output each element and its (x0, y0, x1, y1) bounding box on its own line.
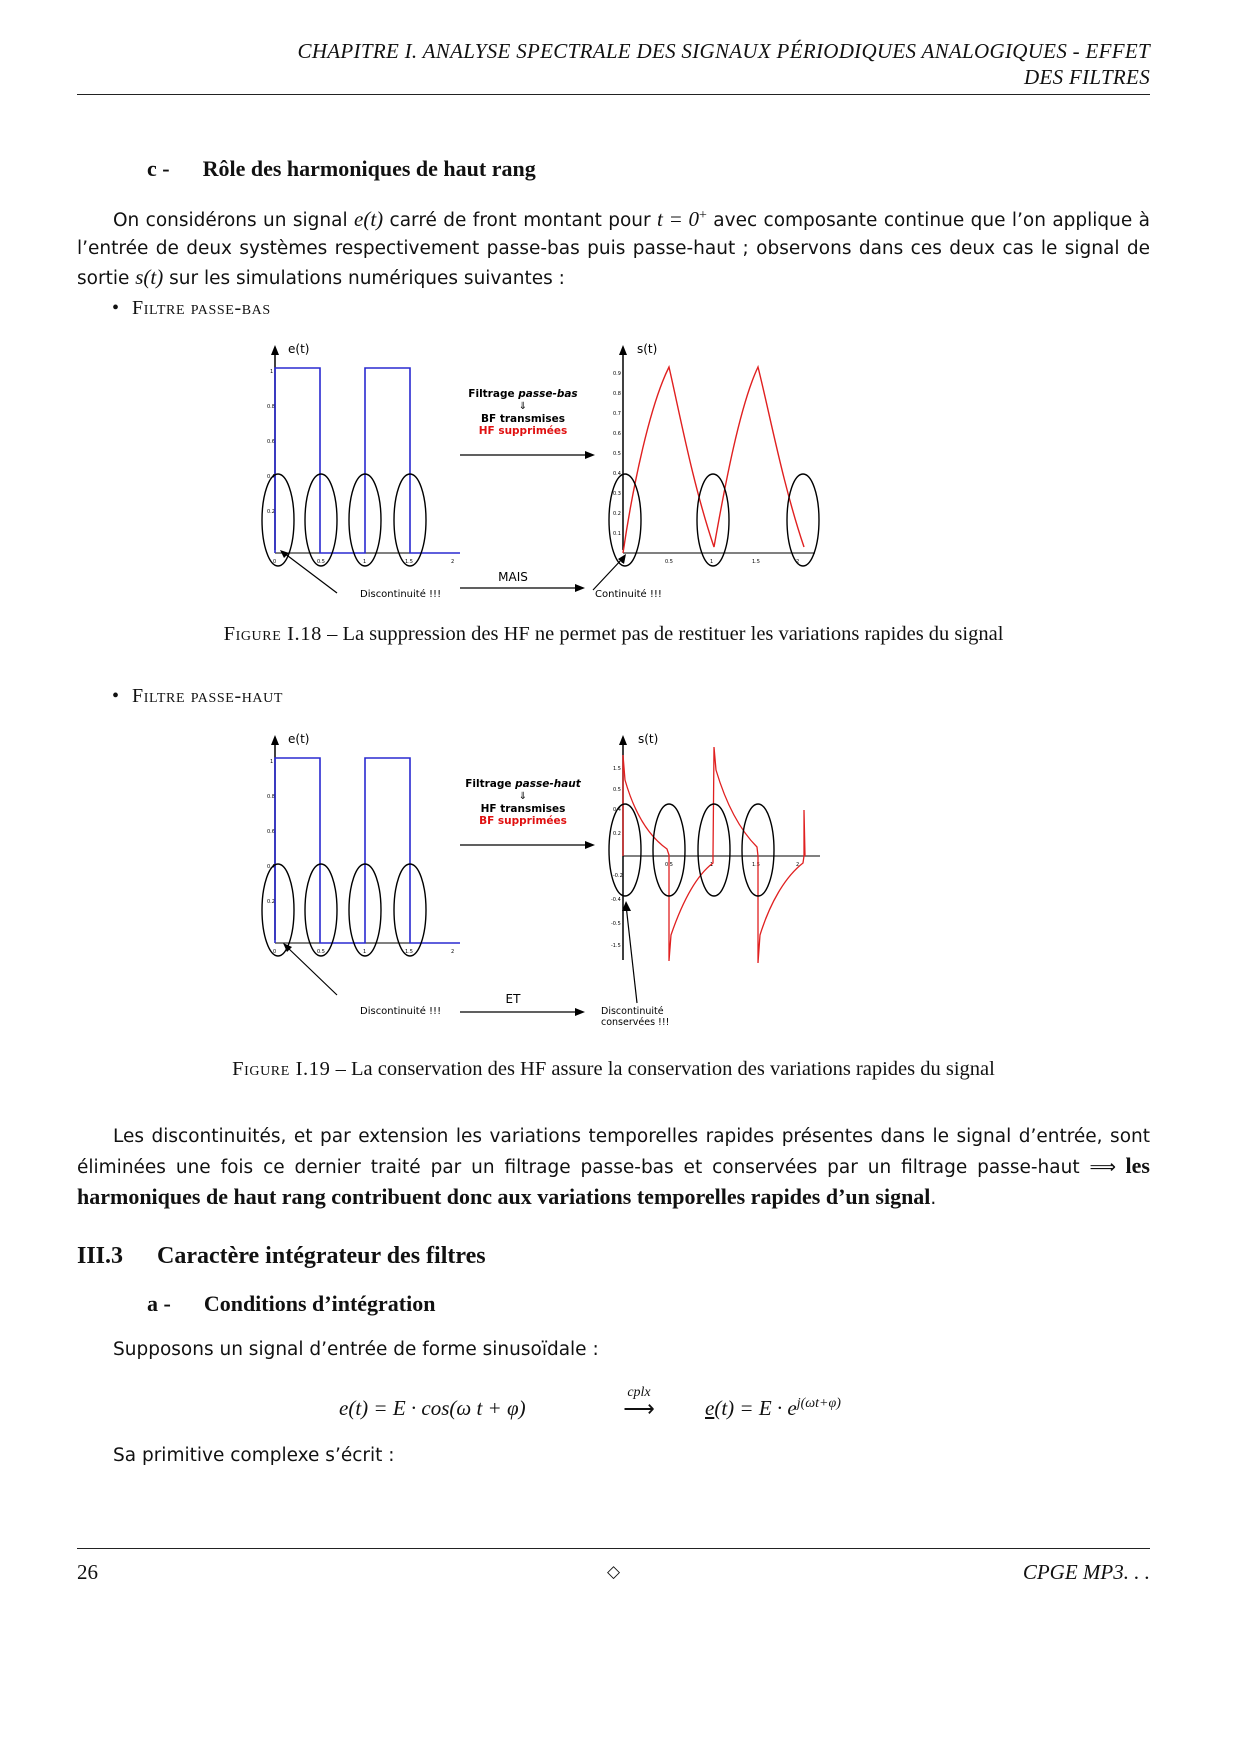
section-a-intro: Supposons un signal d’entrée de forme sinusoïdale : (113, 1339, 599, 1360)
svg-text:0.4: 0.4 (613, 471, 621, 477)
section-c-intro: On considérons un signal e(t) carré de front montant pour t = 0+ avec composante continue que l’on applique à l’entrée de deux systèmes respectivement passe-bas puis passe-haut ; observons dans ces deux cas le signal de sortie s(t) sur les simulations numériques suivantes : (77, 207, 1150, 290)
figure-19 (255, 725, 855, 1035)
section-a-heading (147, 1291, 435, 1317)
fig18-filter-line3: HF supprimées (478, 425, 568, 437)
running-header (77, 38, 1150, 90)
svg-text:0.6: 0.6 (267, 829, 275, 835)
svg-text:0.5: 0.5 (613, 787, 621, 793)
fig18-output-label: s(t) (637, 342, 658, 356)
svg-text:1: 1 (710, 862, 714, 868)
fig19-highpass-output (623, 747, 805, 963)
fig18-filter-line2: BF transmises (481, 413, 565, 425)
svg-text:1.5: 1.5 (613, 766, 621, 772)
fig19-input-label: e(t) (288, 732, 310, 746)
header-line-1: CHAPITRE I. ANALYSE SPECTRALE DES SIGNAUX PÉRIODIQUES ANALOGIQUES - EFFET (297, 39, 1150, 63)
svg-text:0.6: 0.6 (267, 439, 275, 445)
svg-text:0.5: 0.5 (317, 949, 325, 955)
svg-text:1.5: 1.5 (752, 862, 760, 868)
bullet-dot: • (112, 297, 120, 319)
fig19-bottom-left: Discontinuité !!! (360, 1006, 442, 1017)
equation-arrow: cplx ⟶ (623, 1385, 655, 1421)
bullet-high-pass (112, 685, 283, 708)
bullet-low-pass-label: Filtre passe-bas (132, 297, 271, 319)
svg-text:0.4: 0.4 (267, 864, 275, 870)
fig19-arrow-down: ⇓ (518, 791, 528, 802)
fig18-output-axes (613, 345, 815, 565)
header-line-2: DES FILTRES (1024, 65, 1150, 89)
svg-text:0.7: 0.7 (613, 411, 621, 417)
bullet-low-pass (112, 297, 271, 320)
fig18-output-ellipses (609, 474, 819, 566)
page-number: 26 (77, 1560, 98, 1584)
fig19-square-wave (275, 758, 460, 943)
svg-text:0.8: 0.8 (267, 404, 275, 410)
section-c-title: Rôle des harmoniques de haut rang (202, 156, 536, 181)
header-rule (77, 94, 1150, 95)
svg-text:1: 1 (710, 559, 714, 565)
fig18-bottom-right: Continuité !!! (595, 589, 662, 600)
section-a-title: Conditions d’intégration (203, 1291, 436, 1316)
fig19-output-label: s(t) (638, 732, 659, 746)
fig18-bottom-left: Discontinuité !!! (360, 589, 442, 600)
fig18-connector: MAIS (498, 570, 528, 584)
svg-text:2: 2 (796, 559, 800, 565)
bullet-dot: • (112, 685, 120, 707)
figure-18 (255, 335, 835, 605)
svg-text:1.5: 1.5 (405, 559, 413, 565)
svg-text:2: 2 (796, 862, 800, 868)
svg-text:0.6: 0.6 (613, 431, 621, 437)
svg-text:-0.5: -0.5 (611, 921, 621, 927)
svg-text:0.5: 0.5 (665, 862, 673, 868)
svg-text:1: 1 (363, 559, 367, 565)
fig18-arrow-down: ⇓ (518, 401, 528, 412)
svg-text:0: 0 (273, 949, 277, 955)
fig18-input-label: e(t) (288, 342, 310, 356)
svg-text:0.9: 0.9 (613, 371, 621, 377)
equation-left: e(t) = E · cos(ω t + φ) (339, 1396, 526, 1420)
section-c-heading (147, 156, 536, 182)
section-III3-title: Caractère intégrateur des filtres (157, 1243, 486, 1269)
svg-text:-0.2: -0.2 (613, 873, 623, 879)
fig18-square-wave (275, 368, 460, 553)
fig19-input-axes (267, 735, 460, 955)
bullet-high-pass-label: Filtre passe-haut (132, 685, 283, 707)
section-a-after: Sa primitive complexe s’écrit : (113, 1445, 395, 1466)
fig19-bottom-right-2: conservées !!! (601, 1017, 670, 1028)
fig19-filter-line2: HF transmises (480, 803, 566, 815)
svg-text:-1.5: -1.5 (611, 943, 621, 949)
svg-text:2: 2 (451, 949, 455, 955)
equation-right: $e(t) = E \cdot e^{j(\omega t+\varphi)}$ (705, 1396, 841, 1420)
svg-text:0: 0 (273, 559, 277, 565)
svg-text:0.8: 0.8 (613, 391, 621, 397)
fig19-filter-line3: BF supprimées (479, 815, 567, 827)
section-c-number: c - (147, 156, 170, 181)
svg-text:0.2: 0.2 (613, 511, 621, 517)
svg-text:1: 1 (270, 369, 274, 375)
svg-text:0.5: 0.5 (613, 451, 621, 457)
figure-19-caption: Figure I.19 – La conservation des HF assure la conservation des variations rapides du signal (232, 1058, 995, 1080)
svg-text:1: 1 (363, 949, 367, 955)
section-III3-heading (77, 1243, 486, 1270)
svg-text:0.5: 0.5 (317, 559, 325, 565)
svg-text:0.8: 0.8 (267, 794, 275, 800)
svg-text:-0.4: -0.4 (611, 897, 621, 903)
svg-text:0.5: 0.5 (665, 559, 673, 565)
fig19-filter-line1: Filtrage passe-haut (465, 778, 581, 790)
fig18-lowpass-output (623, 367, 804, 553)
section-III3-number: III.3 (77, 1243, 124, 1269)
fig18-input-axes (267, 345, 460, 565)
svg-text:0.4: 0.4 (267, 474, 275, 480)
fig19-left-pointer (287, 947, 337, 995)
fig19-bottom-right-1: Discontinuité (601, 1006, 664, 1017)
fig19-output-ellipses (609, 804, 774, 896)
fig18-right-pointer (593, 558, 623, 590)
svg-text:0.2: 0.2 (613, 831, 621, 837)
svg-text:0.2: 0.2 (267, 509, 275, 515)
fig19-right-pointer (626, 905, 637, 1003)
footer-rule (77, 1548, 1150, 1549)
fig18-filter-line1: Filtrage passe-bas (468, 388, 578, 400)
conclusion-paragraph: Les discontinuités, et par extension les variations temporelles rapides présentes dans le signal d’entrée, sont éliminées une fois ce dernier traité par un filtrage passe-bas et conservées par un filtrage passe-haut ⟹ les harmoniques de haut rang contribuent donc aux variations temporelles rapides d’un signal. (77, 1126, 1150, 1209)
section-a-number: a - (147, 1291, 171, 1316)
svg-text:1.5: 1.5 (752, 559, 760, 565)
fig19-connector: ET (505, 992, 521, 1006)
svg-text:1: 1 (270, 759, 274, 765)
svg-text:1.5: 1.5 (405, 949, 413, 955)
footer-diamond: ◇ (607, 1562, 621, 1581)
svg-text:2: 2 (451, 559, 455, 565)
footer-course: CPGE MP3. . . (1022, 1560, 1150, 1584)
svg-text:0.4: 0.4 (613, 807, 621, 813)
svg-text:0.3: 0.3 (613, 491, 621, 497)
svg-text:0.1: 0.1 (613, 531, 621, 537)
figure-18-caption: Figure I.18 – La suppression des HF ne permet pas de restituer les variations rapides du signal (223, 623, 1004, 645)
svg-text:0.2: 0.2 (267, 899, 275, 905)
